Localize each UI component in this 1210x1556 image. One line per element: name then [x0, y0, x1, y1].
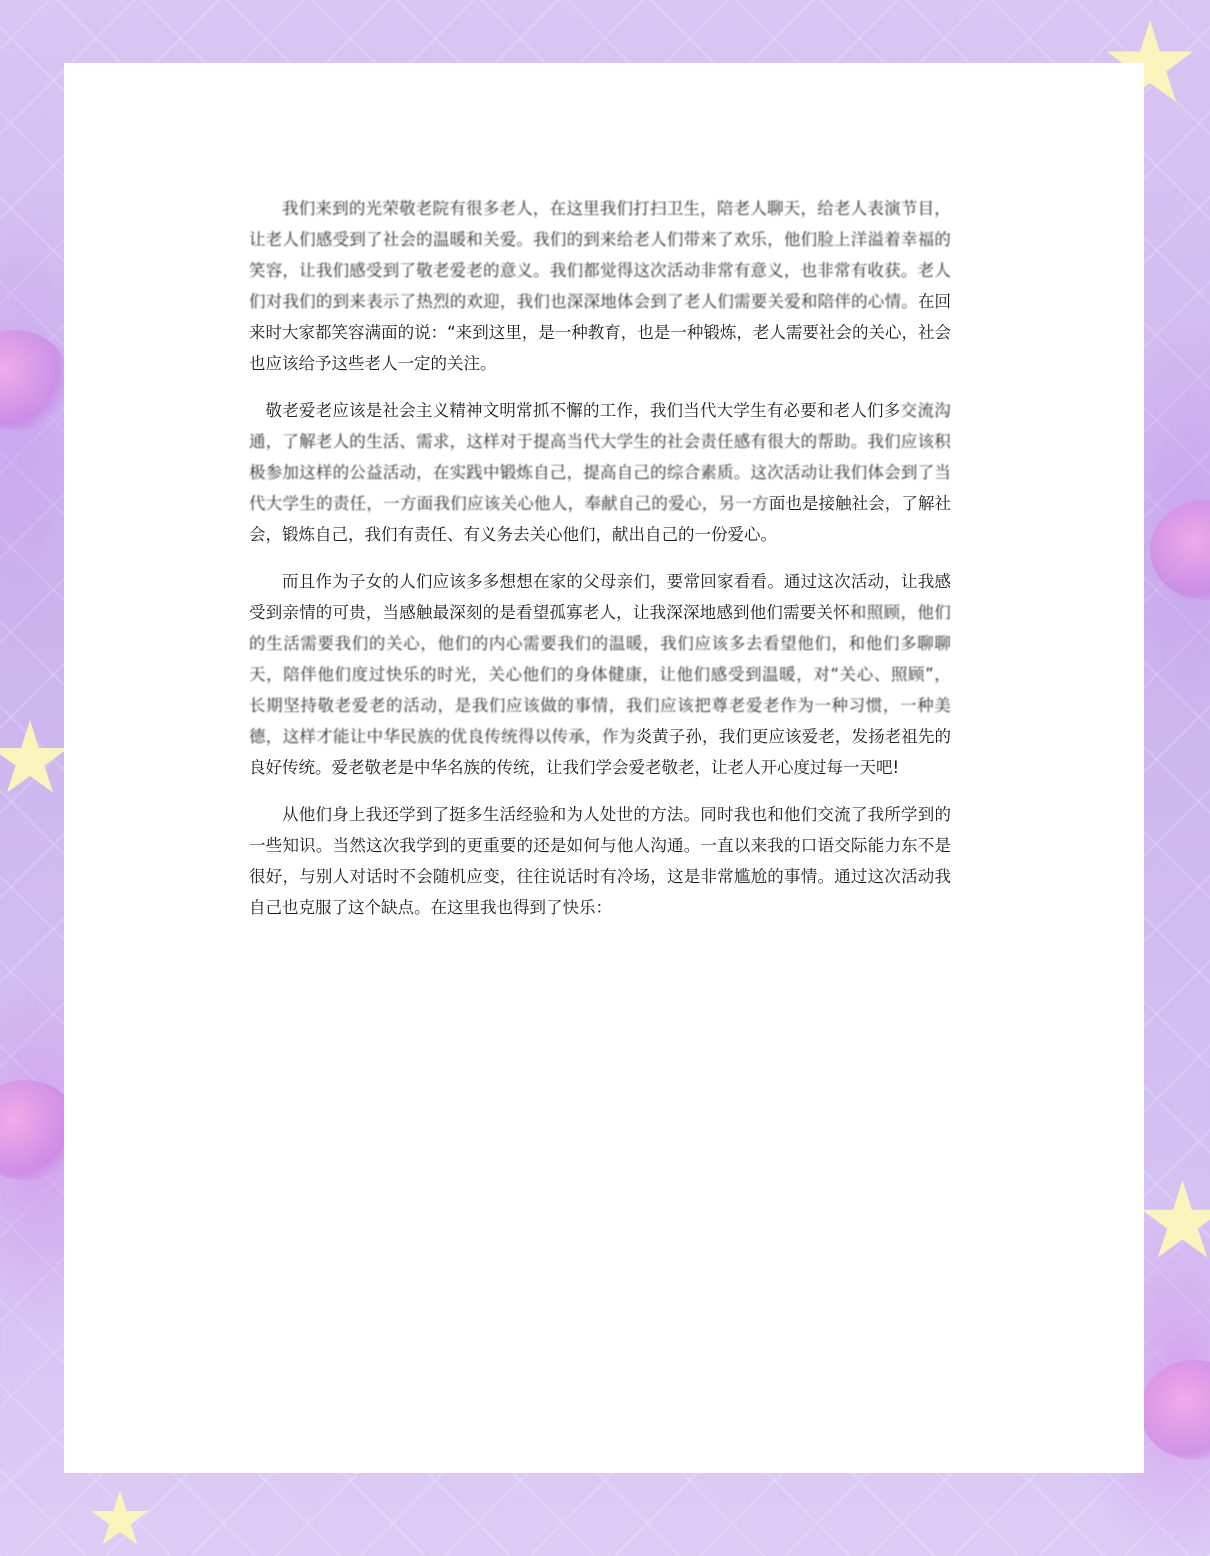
paragraph-3	[249, 566, 951, 783]
star-decoration	[90, 1490, 150, 1550]
paragraph-line: 的关心，社会也应该给予这些老人一定的关注。	[249, 323, 951, 373]
heart-decoration	[1150, 500, 1210, 600]
heart-decoration	[1140, 1360, 1210, 1460]
paragraph-line: 我们来到的光荣敬老院有很多老人，在这里我们打扫卫生，陪老人聊天，给老人表演节目，	[282, 199, 951, 218]
heart-decoration	[0, 330, 70, 430]
paragraph-line: 体会到了当代大学生的责任，一方面我们应该关心他人，奉献自己的爱心，另一方	[249, 463, 951, 513]
document-page	[64, 63, 1144, 1473]
document-body	[249, 193, 951, 939]
paragraph-line: 敬老爱老应该是社会主义精神文明常抓不懈的工作，我们当代大学生有必要和老人们多	[265, 401, 901, 420]
paragraph-1	[249, 193, 951, 379]
paragraph-line: 们应该积极参加这样的公益活动，在实践中锻炼自己，提高自己的综合素质。这次活动让我们	[249, 432, 951, 482]
paragraph-line: 情。通过这次活动我自己也克服了这个缺点。在这里我也得到了快乐：	[249, 867, 952, 917]
paragraph-line: 从他们身上我还学到了挺多生活经验和为人处世的方法。同时我也和他们交流了我所	[282, 805, 902, 824]
paragraph-line: 炎黄子孙，我们更应该爱老，发扬老祖先的良好传统。爱老敬老是中华名族的传统，让我	[249, 727, 952, 777]
paragraph-line: 的笑容，让我们感受到了敬老爱老的意义。我们都觉得这次活动非常有意义，也非常有收获。	[249, 230, 951, 280]
paragraph-line: 学到的一些知识。当然这次我学到的更重要的还是如何与他人沟通。一直以来我的口语交	[249, 805, 952, 855]
paragraph-line: 和照顾，他们的生活需要我们的关心，他们的内心需要我们的温暖，我们应该多去看望他们，	[249, 603, 952, 653]
paragraph-line: 面也是接触社会，了解社会，锻炼自己，我们有责任、有义务去关心他们，献出自己的一	[249, 494, 952, 544]
paragraph-2	[249, 395, 951, 550]
paragraph-line: 际能力东不是很好，与别人对话时不会随机应变，往往说话时有冷场，这是非常尴尬的事	[249, 836, 952, 886]
star-decoration	[0, 720, 70, 800]
paragraph-line: 在回来时大家都笑容满面的说：“来到这里，是一种教育，也是一种锻炼，老人需要社会	[249, 292, 952, 342]
paragraph-line: 尊老爱老作为一种习惯，一种美德，这样才能让中华民族的优良传统得以传承，作为	[249, 696, 951, 746]
paragraph-line: 老人们对我们的到来表示了热烈的欢迎，我们也深深地体会到了老人们需要关爱和陪伴的心情。	[249, 261, 952, 311]
paragraph-line: 让老人们感受到了社会的温暖和关爱。我们的到来给老人们带来了欢乐，他们脸上洋溢着幸福	[249, 230, 935, 249]
paragraph-4	[249, 799, 951, 923]
paragraph-line: 份爱心。	[711, 525, 777, 544]
paragraph-line: “关心、照顾”，长期坚持敬老爱老的活动，是我们应该做的事情，我们应该把	[249, 665, 951, 715]
paragraph-line: 们学会爱老敬老，让老人开心度过每一天吧!	[579, 758, 900, 777]
paragraph-line: 和他们多聊聊天，陪伴他们度过快乐的时光，关心他们的身体健康，让他们感受到温暖，对	[249, 634, 952, 684]
paragraph-line: 让我感受到亲情的可贵，当感触最深刻的是看望孤寡老人，让我深深地感到他们需要关怀	[249, 572, 952, 622]
paragraph-line: 交流沟通，了解老人的生活、需求，这样对于提高当代大学生的社会责任感有很大的帮助。我	[249, 401, 952, 451]
paragraph-line: 而且作为子女的人们应该多多想想在家的父母亲们，要常回家看看。通过这次活动，	[282, 572, 902, 591]
star-decoration	[1140, 1180, 1210, 1265]
